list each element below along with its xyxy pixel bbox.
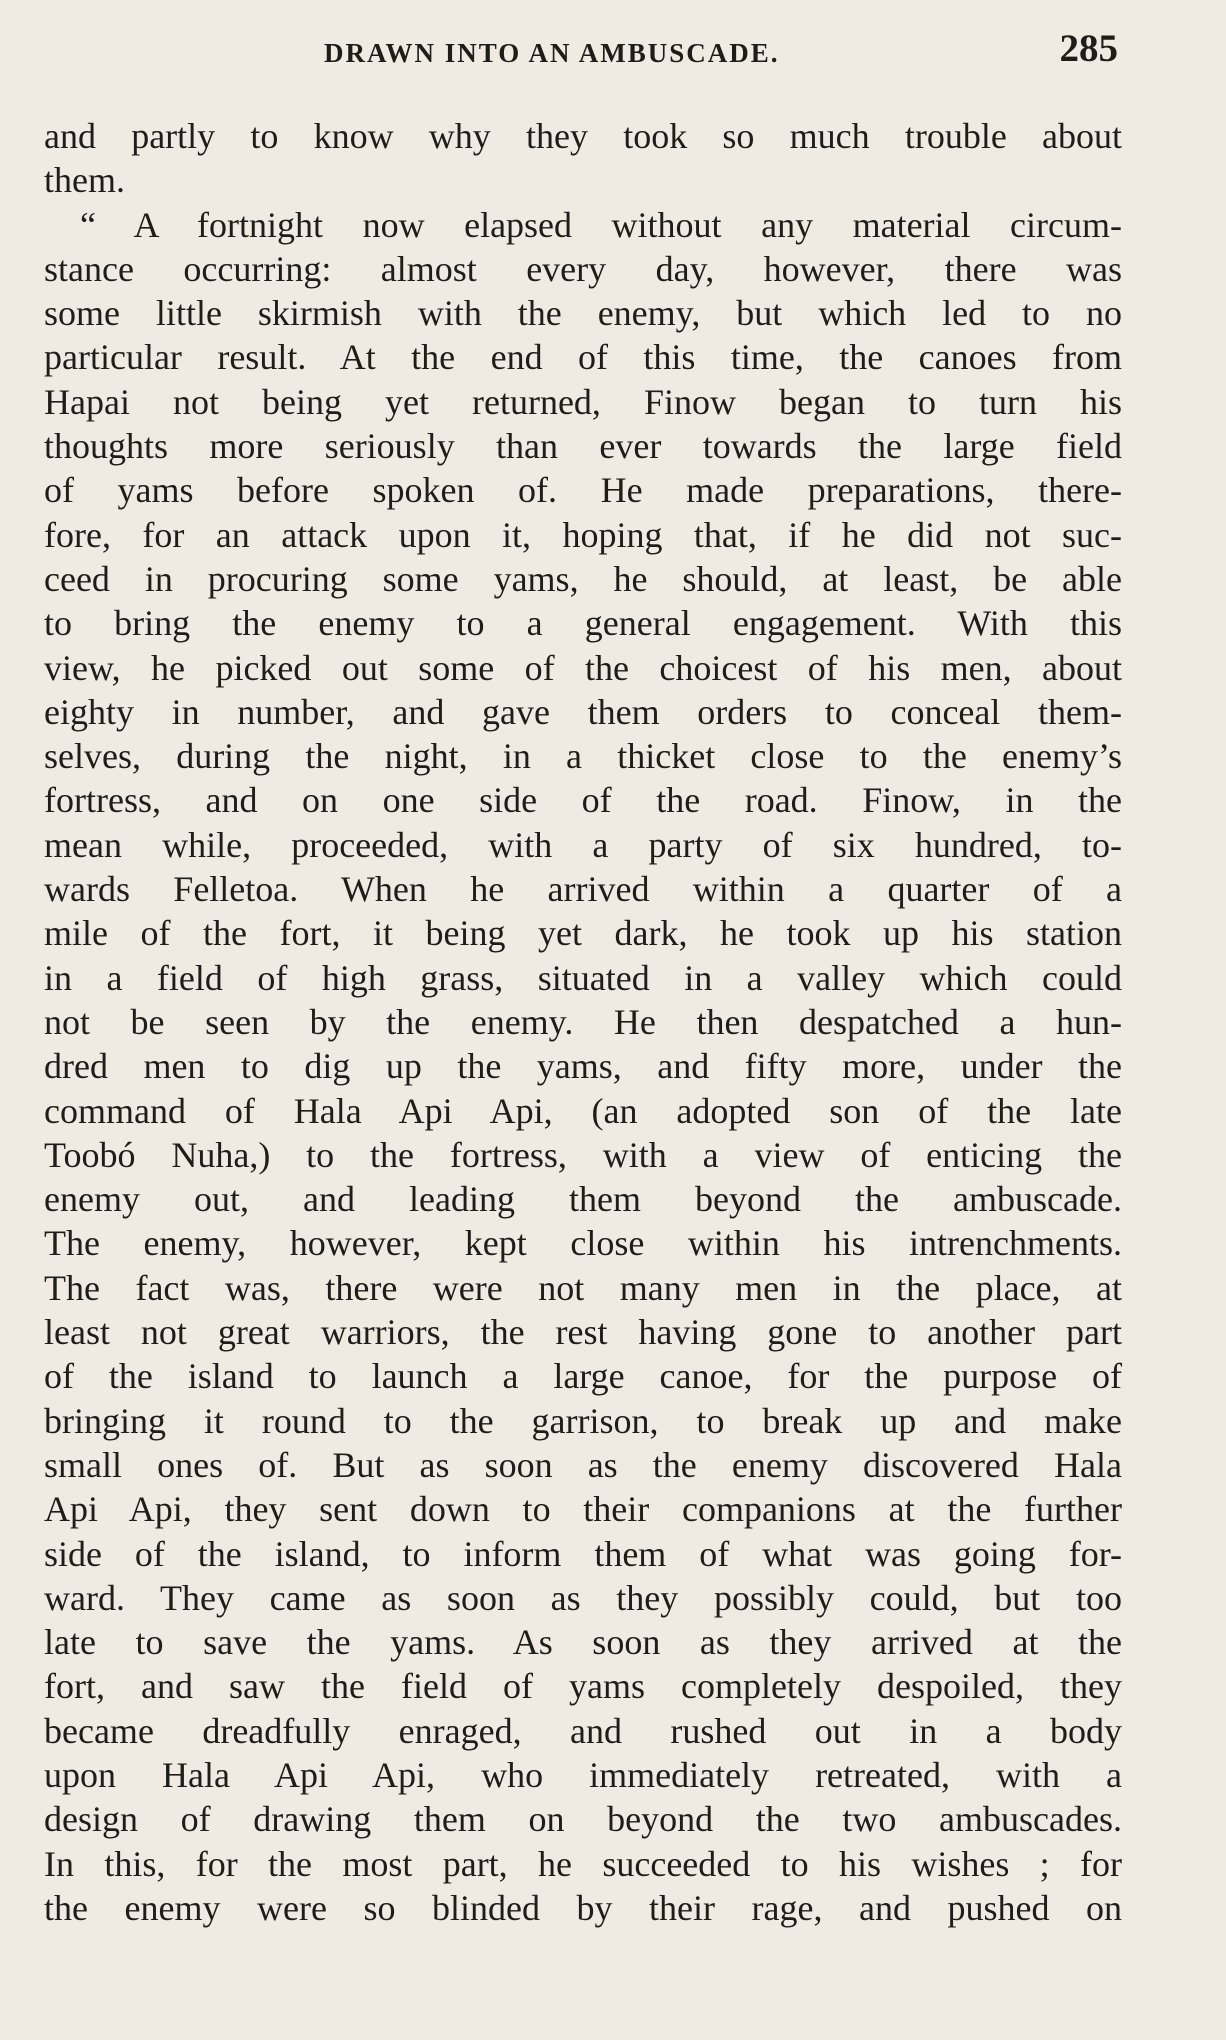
text-line: late to save the yams. As soon as they arrived at the — [44, 1622, 1122, 1663]
text-line: design of drawing them on beyond the two ambuscades. — [44, 1799, 1122, 1840]
text-line: upon Hala Api Api, who immediately retreated, with a — [44, 1754, 1122, 1795]
text-line: particular result. At the end of this time, the canoes from — [44, 337, 1122, 378]
text-line: command of Hala Api Api, (an adopted son of the late — [44, 1090, 1122, 1131]
text-line: wards Felletoa. When he arrived within a quarter of a — [44, 869, 1122, 910]
text-line: view, he picked out some of the choicest of his men, about — [44, 647, 1122, 688]
text-line: fore, for an attack upon it, hoping that, if he did not suc- — [44, 514, 1122, 555]
text-line: stance occurring: almost every day, however, there was — [44, 248, 1122, 289]
text-line: to bring the enemy to a general engagement. With this — [44, 603, 1122, 644]
text-line: and partly to know why they took so much trouble about — [44, 116, 1122, 156]
text-line: ceed in procuring some yams, he should, at least, be able — [44, 558, 1122, 599]
text-line: Hapai not being yet returned, Finow began to turn his — [44, 381, 1122, 422]
text-line: them. — [44, 160, 125, 201]
text-line: Api Api, they sent down to their companions at the further — [44, 1489, 1122, 1530]
running-head: DRAWN INTO AN AMBUSCADE. — [324, 38, 780, 68]
text-line: of yams before spoken of. He made preparations, there- — [44, 470, 1122, 511]
text-line: In this, for the most part, he succeeded to his wishes ; for — [44, 1843, 1122, 1884]
text-line: small ones of. But as soon as the enemy discovered Hala — [44, 1444, 1122, 1485]
text-line: dred men to dig up the yams, and fifty more, under the — [44, 1046, 1122, 1087]
text-line: eighty in number, and gave them orders to conceal them- — [44, 691, 1122, 732]
text-line: thoughts more seriously than ever towards the large field — [44, 426, 1122, 467]
text-line: fortress, and on one side of the road. Finow, in the — [44, 780, 1122, 821]
text-line: became dreadfully enraged, and rushed out in a body — [44, 1710, 1122, 1751]
text-line: of the island to launch a large canoe, for the purpose of — [44, 1356, 1122, 1397]
text-line: side of the island, to inform them of what was going for- — [44, 1533, 1122, 1574]
text-line: in a field of high grass, situated in a valley which could — [44, 957, 1122, 998]
text-line: mean while, proceeded, with a party of six hundred, to- — [44, 824, 1122, 865]
text-line: least not great warriors, the rest having gone to another part — [44, 1312, 1122, 1353]
text-line: the enemy were so blinded by their rage, and pushed on — [44, 1887, 1122, 1928]
page-header — [46, 26, 1118, 86]
text-line: some little skirmish with the enemy, but which led to no — [44, 293, 1122, 334]
text-line: selves, during the night, in a thicket close to the enemy’s — [44, 736, 1122, 777]
text-line: ward. They came as soon as they possibly could, but too — [44, 1577, 1122, 1618]
text-line: Toobó Nuha,) to the fortress, with a view of enticing the — [44, 1134, 1122, 1175]
text-line: The fact was, there were not many men in the place, at — [44, 1267, 1122, 1308]
text-line: enemy out, and leading them beyond the ambuscade. — [44, 1179, 1122, 1220]
text-line: The enemy, however, kept close within his intrenchments. — [44, 1223, 1122, 1264]
text-line: bringing it round to the garrison, to break up and make — [44, 1400, 1122, 1441]
text-line: not be seen by the enemy. He then despatched a hun- — [44, 1001, 1122, 1042]
text-line: mile of the fort, it being yet dark, he took up his station — [44, 913, 1122, 954]
page-number: 285 — [1059, 27, 1118, 70]
text-line: fort, and saw the field of yams completely despoiled, they — [44, 1666, 1122, 1707]
text-line: “ A fortnight now elapsed without any material circum- — [80, 204, 1122, 245]
body-text — [44, 114, 1122, 1930]
